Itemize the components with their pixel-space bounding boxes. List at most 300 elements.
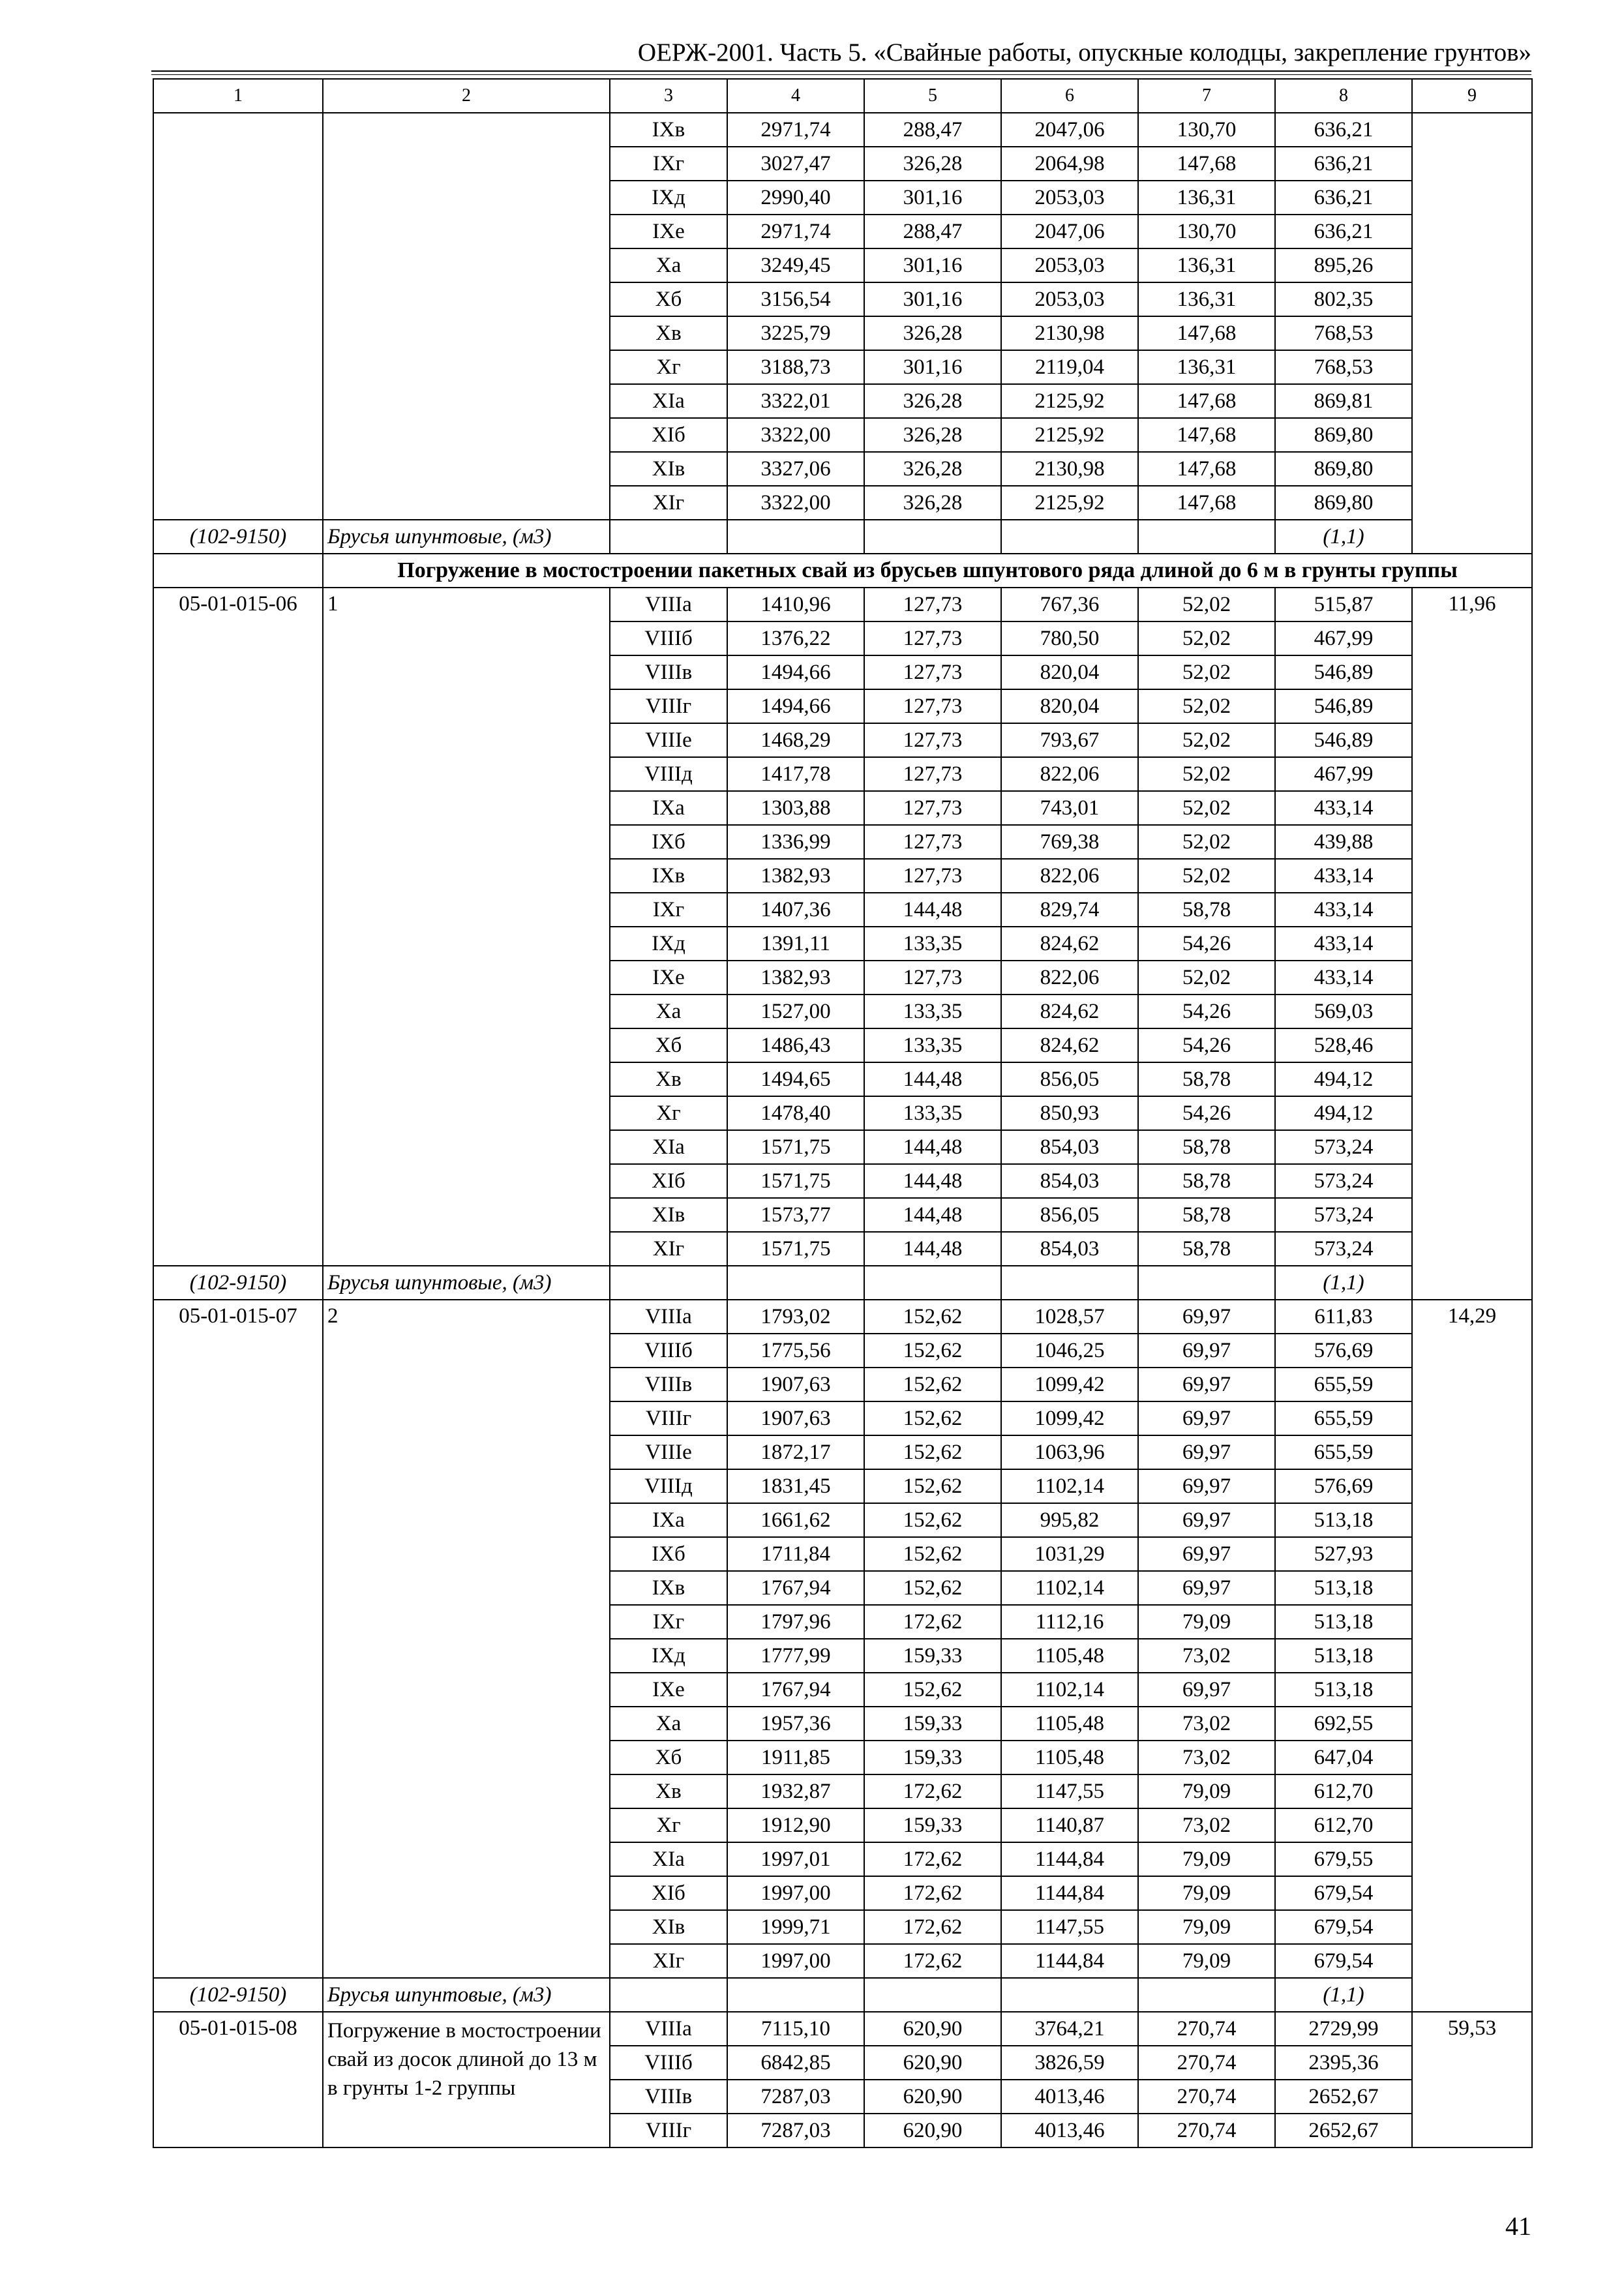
- table-cell: 172,62: [864, 1910, 1001, 1944]
- table-cell: 69,97: [1138, 1537, 1275, 1571]
- material-name: Брусья шпунтовые, (м3): [323, 520, 610, 554]
- table-cell: VIIIв: [610, 1368, 727, 1401]
- labor-cost: [1412, 113, 1532, 554]
- table-row: [153, 1300, 1532, 1334]
- table-cell: VIIIд: [610, 757, 727, 791]
- table-cell: 147,68: [1138, 452, 1275, 486]
- table-cell: 1831,45: [727, 1469, 864, 1503]
- table-cell: 52,02: [1138, 621, 1275, 655]
- material-empty-cell: [610, 1266, 727, 1300]
- material-empty-cell: [864, 1266, 1001, 1300]
- section-title-empty-cell: [153, 554, 323, 588]
- table-cell: 58,78: [1138, 1062, 1275, 1096]
- table-cell: 152,62: [864, 1435, 1001, 1469]
- table-cell: 433,14: [1275, 961, 1412, 995]
- table-cell: XIб: [610, 418, 727, 452]
- table-cell: VIIIб: [610, 621, 727, 655]
- column-number-row: [153, 79, 1532, 113]
- table-cell: 1391,11: [727, 927, 864, 961]
- table-cell: 856,05: [1001, 1198, 1138, 1232]
- table-cell: 1099,42: [1001, 1368, 1138, 1401]
- table-cell: 2125,92: [1001, 486, 1138, 520]
- table-cell: 433,14: [1275, 927, 1412, 961]
- table-cell: 1573,77: [727, 1198, 864, 1232]
- table-cell: 2125,92: [1001, 418, 1138, 452]
- table-cell: 636,21: [1275, 113, 1412, 147]
- rate-name: 1: [323, 588, 610, 1266]
- table-cell: 3322,01: [727, 384, 864, 418]
- material-row: [153, 1266, 1532, 1300]
- material-name: Брусья шпунтовые, (м3): [323, 1978, 610, 2012]
- table-cell: 573,24: [1275, 1130, 1412, 1164]
- table-cell: 1102,14: [1001, 1571, 1138, 1605]
- table-cell: 1028,57: [1001, 1300, 1138, 1334]
- table-row: [153, 113, 1532, 147]
- table-cell: 636,21: [1275, 181, 1412, 215]
- table-cell: 79,09: [1138, 1774, 1275, 1808]
- table-cell: 820,04: [1001, 689, 1138, 723]
- table-cell: 1147,55: [1001, 1774, 1138, 1808]
- table-cell: 1099,42: [1001, 1401, 1138, 1435]
- table-cell: 7287,03: [727, 2080, 864, 2114]
- table-cell: 1063,96: [1001, 1435, 1138, 1469]
- table-cell: 144,48: [864, 1062, 1001, 1096]
- table-cell: 69,97: [1138, 1503, 1275, 1537]
- table-cell: 79,09: [1138, 1910, 1275, 1944]
- table-cell: IXе: [610, 215, 727, 248]
- table-cell: 620,90: [864, 2012, 1001, 2046]
- table-cell: 611,83: [1275, 1300, 1412, 1334]
- table-cell: 2652,67: [1275, 2080, 1412, 2114]
- column-number: 3: [610, 79, 727, 113]
- table-cell: 3027,47: [727, 147, 864, 181]
- table-cell: 856,05: [1001, 1062, 1138, 1096]
- table-cell: 1336,99: [727, 825, 864, 859]
- table-cell: 439,88: [1275, 825, 1412, 859]
- rate-name: [323, 113, 610, 520]
- table-cell: 127,73: [864, 757, 1001, 791]
- table-cell: 513,18: [1275, 1571, 1412, 1605]
- table-cell: 326,28: [864, 452, 1001, 486]
- table-cell: 159,33: [864, 1808, 1001, 1842]
- table-cell: 301,16: [864, 181, 1001, 215]
- table-cell: 69,97: [1138, 1673, 1275, 1707]
- table-cell: 1147,55: [1001, 1910, 1138, 1944]
- table-cell: 52,02: [1138, 825, 1275, 859]
- table-cell: Xб: [610, 1028, 727, 1062]
- table-cell: 73,02: [1138, 1808, 1275, 1842]
- table-cell: 854,03: [1001, 1130, 1138, 1164]
- column-number: 2: [323, 79, 610, 113]
- table-cell: 829,74: [1001, 893, 1138, 927]
- table-cell: 655,59: [1275, 1368, 1412, 1401]
- table-cell: 2990,40: [727, 181, 864, 215]
- table-cell: XIв: [610, 1910, 727, 1944]
- table-cell: 127,73: [864, 825, 1001, 859]
- table-cell: 127,73: [864, 621, 1001, 655]
- table-cell: 1907,63: [727, 1368, 864, 1401]
- table-cell: 1494,65: [727, 1062, 864, 1096]
- table-cell: 326,28: [864, 418, 1001, 452]
- table-cell: 127,73: [864, 859, 1001, 893]
- table-cell: XIа: [610, 1842, 727, 1876]
- table-cell: 1112,16: [1001, 1605, 1138, 1639]
- labor-cost: 59,53: [1412, 2012, 1532, 2147]
- table-cell: 136,31: [1138, 282, 1275, 316]
- material-name: Брусья шпунтовые, (м3): [323, 1266, 610, 1300]
- table-cell: 1468,29: [727, 723, 864, 757]
- table-cell: 69,97: [1138, 1401, 1275, 1435]
- table-cell: 54,26: [1138, 927, 1275, 961]
- table-cell: XIа: [610, 384, 727, 418]
- table-cell: 152,62: [864, 1334, 1001, 1368]
- table-cell: 679,54: [1275, 1876, 1412, 1910]
- table-cell: 1571,75: [727, 1164, 864, 1198]
- table-cell: 1407,36: [727, 893, 864, 927]
- table-cell: 270,74: [1138, 2080, 1275, 2114]
- table-cell: 1105,48: [1001, 1707, 1138, 1741]
- material-empty-cell: [1001, 1266, 1138, 1300]
- table-cell: 147,68: [1138, 316, 1275, 350]
- table-cell: 54,26: [1138, 1096, 1275, 1130]
- table-cell: 144,48: [864, 893, 1001, 927]
- table-cell: 3156,54: [727, 282, 864, 316]
- table-cell: VIIIа: [610, 1300, 727, 1334]
- table-cell: 52,02: [1138, 588, 1275, 621]
- table-cell: 288,47: [864, 113, 1001, 147]
- table-cell: 692,55: [1275, 1707, 1412, 1741]
- table-cell: 655,59: [1275, 1401, 1412, 1435]
- table-cell: 144,48: [864, 1198, 1001, 1232]
- table-cell: 69,97: [1138, 1435, 1275, 1469]
- material-empty-cell: [1138, 1978, 1275, 2012]
- table-cell: 147,68: [1138, 147, 1275, 181]
- table-cell: 494,12: [1275, 1062, 1412, 1096]
- table-cell: 869,80: [1275, 418, 1412, 452]
- table-cell: IXг: [610, 1605, 727, 1639]
- table-cell: XIб: [610, 1876, 727, 1910]
- table-cell: 4013,46: [1001, 2080, 1138, 2114]
- table-cell: 152,62: [864, 1673, 1001, 1707]
- table-cell: 2119,04: [1001, 350, 1138, 384]
- table-cell: 528,46: [1275, 1028, 1412, 1062]
- table-cell: 1793,02: [727, 1300, 864, 1334]
- table-cell: 2053,03: [1001, 282, 1138, 316]
- table-cell: VIIIв: [610, 655, 727, 689]
- table-cell: XIв: [610, 452, 727, 486]
- table-cell: 2125,92: [1001, 384, 1138, 418]
- table-cell: 1797,96: [727, 1605, 864, 1639]
- table-cell: 159,33: [864, 1639, 1001, 1673]
- table-cell: IXв: [610, 113, 727, 147]
- table-cell: 767,36: [1001, 588, 1138, 621]
- table-cell: 824,62: [1001, 927, 1138, 961]
- table-cell: 433,14: [1275, 893, 1412, 927]
- table-cell: 2064,98: [1001, 147, 1138, 181]
- table-cell: 7115,10: [727, 2012, 864, 2046]
- table-cell: 679,54: [1275, 1944, 1412, 1978]
- table-cell: 494,12: [1275, 1096, 1412, 1130]
- table-cell: 130,70: [1138, 215, 1275, 248]
- table-cell: 152,62: [864, 1469, 1001, 1503]
- table-cell: 1999,71: [727, 1910, 864, 1944]
- table-cell: 2971,74: [727, 215, 864, 248]
- table-cell: Xг: [610, 350, 727, 384]
- table-cell: 7287,03: [727, 2114, 864, 2147]
- material-coefficient: (1,1): [1275, 1266, 1412, 1300]
- table-cell: 136,31: [1138, 248, 1275, 282]
- rate-code: 05-01-015-07: [153, 1300, 323, 1978]
- material-empty-cell: [610, 520, 727, 554]
- table-cell: 1486,43: [727, 1028, 864, 1062]
- table-cell: 136,31: [1138, 181, 1275, 215]
- table-cell: 2395,36: [1275, 2046, 1412, 2080]
- table-cell: 79,09: [1138, 1944, 1275, 1978]
- table-cell: VIIIг: [610, 689, 727, 723]
- table-cell: 133,35: [864, 1028, 1001, 1062]
- table-cell: 1494,66: [727, 689, 864, 723]
- table-cell: 824,62: [1001, 995, 1138, 1028]
- table-cell: 69,97: [1138, 1300, 1275, 1334]
- table-cell: 1661,62: [727, 1503, 864, 1537]
- table-cell: 854,03: [1001, 1232, 1138, 1266]
- table-cell: 636,21: [1275, 147, 1412, 181]
- table-cell: 133,35: [864, 927, 1001, 961]
- column-number: 1: [153, 79, 323, 113]
- table-cell: IXб: [610, 825, 727, 859]
- table-cell: 52,02: [1138, 723, 1275, 757]
- table-cell: 58,78: [1138, 1164, 1275, 1198]
- table-cell: 768,53: [1275, 316, 1412, 350]
- table-cell: 69,97: [1138, 1469, 1275, 1503]
- table-cell: 58,78: [1138, 893, 1275, 927]
- table-cell: IXб: [610, 1537, 727, 1571]
- table-cell: Xб: [610, 1741, 727, 1774]
- table-cell: Xв: [610, 316, 727, 350]
- table-cell: VIIIе: [610, 723, 727, 757]
- table-cell: 2130,98: [1001, 452, 1138, 486]
- table-cell: 301,16: [864, 248, 1001, 282]
- table-cell: 127,73: [864, 655, 1001, 689]
- table-cell: 2047,06: [1001, 215, 1138, 248]
- table-cell: 573,24: [1275, 1232, 1412, 1266]
- table-cell: 58,78: [1138, 1130, 1275, 1164]
- table-cell: 1912,90: [727, 1808, 864, 1842]
- table-cell: Xа: [610, 995, 727, 1028]
- table-cell: 73,02: [1138, 1741, 1275, 1774]
- table-cell: 58,78: [1138, 1232, 1275, 1266]
- table-cell: Xг: [610, 1096, 727, 1130]
- table-cell: IXг: [610, 147, 727, 181]
- table-cell: IXв: [610, 859, 727, 893]
- table-cell: Xа: [610, 248, 727, 282]
- table-cell: 6842,85: [727, 2046, 864, 2080]
- table-cell: 1031,29: [1001, 1537, 1138, 1571]
- table-cell: 326,28: [864, 316, 1001, 350]
- table-cell: 127,73: [864, 723, 1001, 757]
- table-cell: 822,06: [1001, 859, 1138, 893]
- table-cell: IXд: [610, 181, 727, 215]
- table-cell: 136,31: [1138, 350, 1275, 384]
- table-cell: 52,02: [1138, 961, 1275, 995]
- labor-cost: 14,29: [1412, 1300, 1532, 2012]
- table-cell: Xв: [610, 1062, 727, 1096]
- table-cell: 612,70: [1275, 1808, 1412, 1842]
- table-cell: 172,62: [864, 1944, 1001, 1978]
- table-cell: 515,87: [1275, 588, 1412, 621]
- table-cell: 620,90: [864, 2080, 1001, 2114]
- table-cell: 301,16: [864, 282, 1001, 316]
- table-cell: XIг: [610, 1232, 727, 1266]
- table-cell: 79,09: [1138, 1876, 1275, 1910]
- table-cell: VIIIб: [610, 1334, 727, 1368]
- table-cell: IXа: [610, 1503, 727, 1537]
- table-cell: 1872,17: [727, 1435, 864, 1469]
- section-title-row: [153, 554, 1532, 588]
- table-cell: 546,89: [1275, 655, 1412, 689]
- table-cell: 820,04: [1001, 655, 1138, 689]
- table-cell: Xа: [610, 1707, 727, 1741]
- table-cell: IXд: [610, 1639, 727, 1673]
- material-row: [153, 1978, 1532, 2012]
- table-cell: 1911,85: [727, 1741, 864, 1774]
- table-cell: 2130,98: [1001, 316, 1138, 350]
- table-cell: VIIIд: [610, 1469, 727, 1503]
- table-cell: 326,28: [864, 486, 1001, 520]
- table-cell: 1382,93: [727, 859, 864, 893]
- table-cell: 1102,14: [1001, 1469, 1138, 1503]
- table-row: [153, 2012, 1532, 2046]
- table-cell: 636,21: [1275, 215, 1412, 248]
- table-cell: 679,54: [1275, 1910, 1412, 1944]
- material-empty-cell: [1138, 1266, 1275, 1300]
- column-number: 7: [1138, 79, 1275, 113]
- table-cell: 326,28: [864, 147, 1001, 181]
- table-cell: 1907,63: [727, 1401, 864, 1435]
- table-cell: 1527,00: [727, 995, 864, 1028]
- table-cell: 4013,46: [1001, 2114, 1138, 2147]
- table-cell: 1494,66: [727, 655, 864, 689]
- table-cell: 147,68: [1138, 384, 1275, 418]
- table-cell: VIIIа: [610, 588, 727, 621]
- table-cell: 655,59: [1275, 1435, 1412, 1469]
- table-cell: 1303,88: [727, 791, 864, 825]
- table-cell: 52,02: [1138, 791, 1275, 825]
- table-cell: 144,48: [864, 1130, 1001, 1164]
- table-cell: 69,97: [1138, 1368, 1275, 1401]
- table-cell: 127,73: [864, 791, 1001, 825]
- table-cell: 2053,03: [1001, 181, 1138, 215]
- table-cell: 546,89: [1275, 689, 1412, 723]
- page-number: 41: [1505, 2211, 1531, 2241]
- table-cell: 79,09: [1138, 1842, 1275, 1876]
- table-cell: 679,55: [1275, 1842, 1412, 1876]
- table-cell: 1105,48: [1001, 1639, 1138, 1673]
- table-cell: 152,62: [864, 1368, 1001, 1401]
- table-cell: 1144,84: [1001, 1876, 1138, 1910]
- table-cell: 1571,75: [727, 1130, 864, 1164]
- table-cell: 569,03: [1275, 995, 1412, 1028]
- table-cell: 620,90: [864, 2046, 1001, 2080]
- material-empty-cell: [727, 1266, 864, 1300]
- table-cell: 467,99: [1275, 621, 1412, 655]
- table-cell: 995,82: [1001, 1503, 1138, 1537]
- material-empty-cell: [610, 1978, 727, 2012]
- table-cell: 152,62: [864, 1571, 1001, 1605]
- table-cell: VIIIг: [610, 2114, 727, 2147]
- table-cell: IXг: [610, 893, 727, 927]
- table-cell: 127,73: [864, 588, 1001, 621]
- table-cell: 172,62: [864, 1842, 1001, 1876]
- table-cell: IXд: [610, 927, 727, 961]
- table-cell: 850,93: [1001, 1096, 1138, 1130]
- table-cell: 576,69: [1275, 1334, 1412, 1368]
- table-cell: 3322,00: [727, 486, 864, 520]
- table-cell: 152,62: [864, 1537, 1001, 1571]
- table-cell: 172,62: [864, 1605, 1001, 1639]
- table-cell: 133,35: [864, 1096, 1001, 1130]
- table-cell: 1144,84: [1001, 1944, 1138, 1978]
- table-cell: 3225,79: [727, 316, 864, 350]
- table-cell: 73,02: [1138, 1639, 1275, 1673]
- table-cell: XIв: [610, 1198, 727, 1232]
- table-cell: XIг: [610, 1944, 727, 1978]
- material-empty-cell: [1001, 1978, 1138, 2012]
- table-cell: 546,89: [1275, 723, 1412, 757]
- table-cell: IXе: [610, 961, 727, 995]
- table-cell: 130,70: [1138, 113, 1275, 147]
- table-cell: 869,81: [1275, 384, 1412, 418]
- table-cell: 326,28: [864, 384, 1001, 418]
- table-cell: 647,04: [1275, 1741, 1412, 1774]
- table-cell: 127,73: [864, 689, 1001, 723]
- table-cell: 144,48: [864, 1164, 1001, 1198]
- rate-name: Погружение в мостостроении свай из досок длиной до 13 м в грунты 1-2 группы: [323, 2012, 610, 2147]
- material-coefficient: (1,1): [1275, 520, 1412, 554]
- table-cell: 1997,01: [727, 1842, 864, 1876]
- table-cell: 2053,03: [1001, 248, 1138, 282]
- table-cell: 513,18: [1275, 1503, 1412, 1537]
- table-cell: Xг: [610, 1808, 727, 1842]
- table-cell: Xв: [610, 1774, 727, 1808]
- table-cell: 2729,99: [1275, 2012, 1412, 2046]
- table-cell: 854,03: [1001, 1164, 1138, 1198]
- table-cell: VIIIе: [610, 1435, 727, 1469]
- table-cell: 1711,84: [727, 1537, 864, 1571]
- table-cell: 1997,00: [727, 1944, 864, 1978]
- table-cell: 620,90: [864, 2114, 1001, 2147]
- table-cell: 69,97: [1138, 1571, 1275, 1605]
- table-cell: 793,67: [1001, 723, 1138, 757]
- table-cell: 147,68: [1138, 486, 1275, 520]
- table-cell: XIб: [610, 1164, 727, 1198]
- table-cell: XIг: [610, 486, 727, 520]
- table-cell: 467,99: [1275, 757, 1412, 791]
- table-cell: IXв: [610, 1571, 727, 1605]
- material-empty-cell: [864, 520, 1001, 554]
- labor-cost: 11,96: [1412, 588, 1532, 1300]
- table-cell: 1410,96: [727, 588, 864, 621]
- table-cell: 69,97: [1138, 1334, 1275, 1368]
- material-empty-cell: [1138, 520, 1275, 554]
- table-cell: VIIIг: [610, 1401, 727, 1435]
- table-cell: 802,35: [1275, 282, 1412, 316]
- table-cell: 1417,78: [727, 757, 864, 791]
- price-table: [153, 78, 1533, 2148]
- table-cell: 172,62: [864, 1876, 1001, 1910]
- column-number: 9: [1412, 79, 1532, 113]
- table-cell: 743,01: [1001, 791, 1138, 825]
